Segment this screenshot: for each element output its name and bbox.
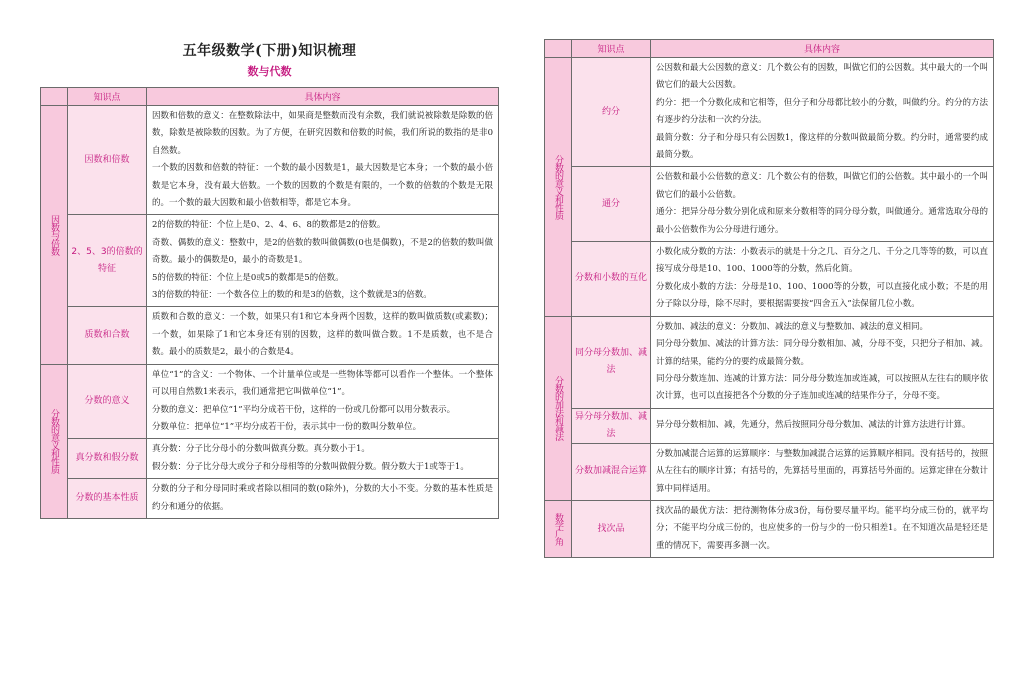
- content-cell: [651, 316, 994, 408]
- content-line: 分数的分子和分母同时乘或者除以相同的数(0除外)，分数的大小不变。分数的基本性质是约分和通分的依据。: [152, 484, 493, 512]
- content-line: 分数的意义：把单位“1”平均分成若干份，这样的一份或几份都可以用分数表示。: [152, 404, 456, 415]
- knowledge-point: 分数的基本性质: [68, 479, 147, 519]
- content-line: 2的倍数的特征：个位上是0、2、4、6、8的数都是2的倍数。: [152, 220, 386, 231]
- content-line: 公倍数和最小公倍数的意义：几个数公有的倍数，叫做它们的公倍数。其中最小的一个叫做它们的最小公倍数。: [656, 172, 988, 200]
- content-line: 5的倍数的特征：个位上是0或5的数都是5的倍数。: [152, 272, 344, 283]
- content-line: 公因数和最大公因数的意义：几个数公有的因数，叫做它们的公因数。其中最大的一个叫做它们的最大公因数。: [656, 63, 988, 91]
- content-cell: [651, 242, 994, 317]
- header-blank: [545, 40, 572, 58]
- category-label: 数学广角: [553, 513, 563, 546]
- table-row: [41, 364, 499, 439]
- table-header-row: [41, 88, 499, 106]
- content-cell: [651, 58, 994, 167]
- content-cell: [147, 364, 499, 439]
- knowledge-point: 因数和倍数: [68, 106, 147, 215]
- content-line: 分数单位：把单位“1”平均分成若干份，表示其中一份的数叫分数单位。: [152, 421, 422, 432]
- content-line: 假分数：分子比分母大或分子和分母相等的分数叫做假分数。假分数大于1或等于1。: [152, 461, 469, 472]
- content-line: 分数化成小数的方法：分母是10、100、1000等的分数，可以直接化成小数；不是的用分子除以分母，除不尽时，要根据需要按“四舍五入”法保留几位小数。: [656, 281, 988, 310]
- category-cell: [41, 364, 68, 518]
- category-cell: [545, 500, 572, 557]
- knowledge-point: 分数的意义: [68, 364, 147, 439]
- knowledge-point: 分数加减混合运算: [572, 443, 651, 500]
- table-row: [41, 439, 499, 479]
- content-cell: [147, 106, 499, 215]
- content-line: 同分母分数加、减法的计算方法：同分母分数相加、减，分母不变，只把分子相加、减。计算的结果，能约分的要约成最简分数。: [656, 339, 988, 367]
- knowledge-point: 分数和小数的互化: [572, 242, 651, 317]
- content-cell: [651, 408, 994, 443]
- knowledge-point: 通分: [572, 167, 651, 242]
- content-cell: [147, 215, 499, 307]
- knowledge-table-right: [544, 39, 994, 558]
- content-cell: [147, 479, 499, 519]
- content-line: 单位“1”的含义：一个物体、一个计量单位或是一些物体等都可以看作一个整体。一个整体可以用自然数1来表示，我们通常把它叫做单位“1”。: [152, 369, 493, 398]
- content-cell: [651, 167, 994, 242]
- content-line: 找次品的最优方法：把待测物体分成3份，每份要尽量平均。能平均分成三份的，就平均分；不能平均分成三份的，也应使多的一份与少的一份只相差1。在不知道次品是轻还是重的情况下，需要再多测一次。: [656, 505, 988, 551]
- content-cell: [147, 439, 499, 479]
- table-row: [41, 479, 499, 519]
- knowledge-point: 同分母分数加、减法: [572, 316, 651, 408]
- content-line: 质数和合数的意义：一个数，如果只有1和它本身两个因数，这样的数叫做质数(或素数)；一个数，如果除了1和它本身还有别的因数，这样的数叫做合数。1不是质数，也不是合数。最小的质数是2，最小的合数是4。: [152, 312, 493, 358]
- section-title: 数与代数: [247, 65, 292, 78]
- header-blank: [41, 88, 68, 106]
- knowledge-point: 约分: [572, 58, 651, 167]
- table-row: [41, 307, 499, 364]
- content-line: 奇数、偶数的意义：整数中，是2的倍数的数叫做偶数(0也是偶数)，不是2的倍数的数叫做奇数。最小的偶数是0，最小的奇数是1。: [152, 237, 493, 266]
- category-label: 因数与倍数: [49, 214, 59, 255]
- header-knowledge-point: 知识点: [68, 88, 147, 106]
- content-cell: [651, 443, 994, 500]
- content-line: 约分：把一个分数化成和它相等，但分子和分母都比较小的分数，叫做约分。约分的方法有逐步约分法和一次约分法。: [656, 97, 988, 126]
- category-cell: [41, 106, 68, 365]
- content-line: 小数化成分数的方法：小数表示的就是十分之几、百分之几、千分之几等等的数，可以直接写成分母是10、100、1000等的分数，然后化简。: [656, 247, 988, 275]
- table-row: [545, 58, 994, 167]
- content-line: 同分母分数连加、连减的计算方法：同分母分数连加或连减，可以按照从左往右的顺序依次计算，也可以直接把各个分数的分子连加或连减的结果作分子，分母不变。: [656, 373, 988, 402]
- table-row: [545, 443, 994, 500]
- knowledge-point: 质数和合数: [68, 307, 147, 364]
- category-cell: [545, 316, 572, 500]
- table-row: [545, 242, 994, 317]
- content-line: 最简分数：分子和分母只有公因数1，像这样的分数叫做最简分数。约分时，通常要约成最简分数。: [656, 132, 988, 161]
- table-row: [41, 215, 499, 307]
- table-row: [545, 408, 994, 443]
- category-label: 分数的意义和性质: [553, 154, 563, 219]
- content-line: 分数加减混合运算的运算顺序：与整数加减混合运算的运算顺序相同。没有括号的，按照从左往右的顺序计算；有括号的，先算括号里面的，再算括号外面的。运算定律在分数计算中同样适用。: [656, 448, 988, 494]
- content-line: 真分数：分子比分母小的分数叫做真分数。真分数小于1。: [152, 444, 370, 455]
- content-cell: [147, 307, 499, 364]
- category-label: 分数的意义和性质: [49, 409, 59, 474]
- knowledge-table-left: [40, 87, 499, 519]
- content-cell: [651, 500, 994, 557]
- knowledge-point: 真分数和假分数: [68, 439, 147, 479]
- knowledge-point: 异分母分数加、减法: [572, 408, 651, 443]
- knowledge-point: 2、5、3的倍数的特征: [68, 215, 147, 307]
- table-row: [545, 316, 994, 408]
- table-row: [545, 167, 994, 242]
- category-cell: [545, 58, 572, 317]
- table-header-row: [545, 40, 994, 58]
- content-line: 通分：把异分母分数分别化成和原来分数相等的同分母分数，叫做通分。通常选取分母的最小公倍数作为公分母进行通分。: [656, 207, 988, 235]
- header-content: 具体内容: [651, 40, 994, 58]
- category-label: 分数的加法和减法: [553, 376, 563, 441]
- header-content: 具体内容: [147, 88, 499, 106]
- header-knowledge-point: 知识点: [572, 40, 651, 58]
- content-line: 因数和倍数的意义：在整数除法中，如果商是整数而没有余数，我们就说被除数是除数的倍数，除数是被除数的因数。为了方便，在研究因数和倍数的时候，我们所说的数指的是非0自然数。: [152, 111, 493, 156]
- content-line: 一个数的因数和倍数的特征：一个数的最小因数是1，最大因数是它本身；一个数的最小倍数是它本身，没有最大倍数。一个数的因数的个数是有限的，一个数的倍数的个数是无限的。一个数的最大因数和最小倍数相等，都是它本身。: [152, 163, 493, 209]
- content-line: 3的倍数的特征：一个数各位上的数的和是3的倍数，这个数就是3的倍数。: [152, 290, 432, 301]
- table-row: [545, 500, 994, 557]
- page-title: 五年级数学(下册)知识梳理: [182, 43, 357, 59]
- content-line: 异分母分数相加、减，先通分，然后按照同分母分数加、减法的计算方法进行计算。: [656, 420, 971, 431]
- knowledge-point: 找次品: [572, 500, 651, 557]
- table-row: [41, 106, 499, 215]
- content-line: 分数加、减法的意义：分数加、减法的意义与整数加、减法的意义相同。: [656, 321, 929, 332]
